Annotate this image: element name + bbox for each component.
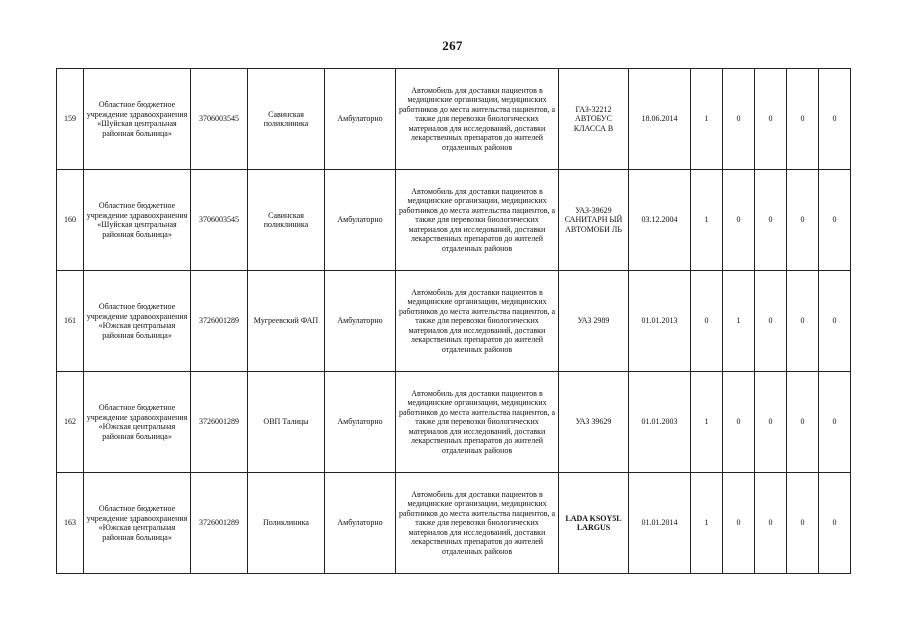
row-number-cell: 161 xyxy=(57,271,84,372)
count-cell-5: 0 xyxy=(819,170,851,271)
purpose-cell: Автомобиль для доставки пациентов в медицинские организации, медицинских работников до места жительства пациентов, а также для перевозки биологических материалов для исследований, доставки лекарственных препаратов до жителей отдаленных районов xyxy=(396,271,559,372)
unit-cell: Савинская поликлиника xyxy=(248,69,325,170)
inn-cell: 3706003545 xyxy=(191,170,248,271)
date-cell: 01.01.2003 xyxy=(629,372,691,473)
count-cell-3: 0 xyxy=(755,69,787,170)
date-cell: 01.01.2014 xyxy=(629,473,691,574)
inn-cell: 3726001289 xyxy=(191,473,248,574)
unit-cell: Мугреевский ФАП xyxy=(248,271,325,372)
count-cell-3: 0 xyxy=(755,473,787,574)
count-cell-5: 0 xyxy=(819,271,851,372)
count-cell-3: 0 xyxy=(755,372,787,473)
organization-cell: Областное бюджетное учреждение здравоохранения «Шуйская центральная районная больница» xyxy=(84,170,191,271)
count-cell-4: 0 xyxy=(787,372,819,473)
vehicle-model-cell: LADA KSOY5L LARGUS xyxy=(559,473,629,574)
vehicle-model-cell: УАЗ 39629 xyxy=(559,372,629,473)
table-row xyxy=(57,170,851,271)
care-type-cell: Амбулаторно xyxy=(325,69,396,170)
table-row xyxy=(57,271,851,372)
count-cell-1: 1 xyxy=(691,473,723,574)
organization-cell: Областное бюджетное учреждение здравоохранения «Южская центральная районная больница» xyxy=(84,473,191,574)
purpose-cell: Автомобиль для доставки пациентов в медицинские организации, медицинских работников до места жительства пациентов, а также для перевозки биологических материалов для исследований, доставки лекарственных препаратов до жителей отдаленных районов xyxy=(396,372,559,473)
count-cell-2: 0 xyxy=(723,372,755,473)
count-cell-2: 0 xyxy=(723,473,755,574)
care-type-cell: Амбулаторно xyxy=(325,372,396,473)
count-cell-4: 0 xyxy=(787,170,819,271)
count-cell-1: 1 xyxy=(691,170,723,271)
organization-cell: Областное бюджетное учреждение здравоохранения «Южская центральная районная больница» xyxy=(84,372,191,473)
row-number-cell: 163 xyxy=(57,473,84,574)
count-cell-4: 0 xyxy=(787,69,819,170)
purpose-cell: Автомобиль для доставки пациентов в медицинские организации, медицинских работников до места жительства пациентов, а также для перевозки биологических материалов для исследований, доставки лекарственных препаратов до жителей отдаленных районов xyxy=(396,69,559,170)
count-cell-3: 0 xyxy=(755,170,787,271)
count-cell-4: 0 xyxy=(787,271,819,372)
table-row xyxy=(57,372,851,473)
row-number-cell: 159 xyxy=(57,69,84,170)
count-cell-2: 0 xyxy=(723,69,755,170)
care-type-cell: Амбулаторно xyxy=(325,473,396,574)
count-cell-2: 0 xyxy=(723,170,755,271)
date-cell: 03.12.2004 xyxy=(629,170,691,271)
count-cell-1: 1 xyxy=(691,372,723,473)
row-number-cell: 162 xyxy=(57,372,84,473)
inn-cell: 3726001289 xyxy=(191,372,248,473)
count-cell-5: 0 xyxy=(819,473,851,574)
organization-cell: Областное бюджетное учреждение здравоохранения «Южская центральная районная больница» xyxy=(84,271,191,372)
care-type-cell: Амбулаторно xyxy=(325,271,396,372)
count-cell-1: 1 xyxy=(691,69,723,170)
date-cell: 18.06.2014 xyxy=(629,69,691,170)
row-number-cell: 160 xyxy=(57,170,84,271)
count-cell-4: 0 xyxy=(787,473,819,574)
inn-cell: 3726001289 xyxy=(191,271,248,372)
unit-cell: ОВП Талицы xyxy=(248,372,325,473)
vehicle-registry-table xyxy=(56,68,851,574)
vehicle-model-cell: ГАЗ-32212 АВТОБУС КЛАССА В xyxy=(559,69,629,170)
count-cell-1: 0 xyxy=(691,271,723,372)
count-cell-3: 0 xyxy=(755,271,787,372)
purpose-cell: Автомобиль для доставки пациентов в медицинские организации, медицинских работников до места жительства пациентов, а также для перевозки биологических материалов для исследований, доставки лекарственных препаратов до жителей отдаленных районов xyxy=(396,473,559,574)
purpose-cell: Автомобиль для доставки пациентов в медицинские организации, медицинских работников до места жительства пациентов, а также для перевозки биологических материалов для исследований, доставки лекарственных препаратов до жителей отдаленных районов xyxy=(396,170,559,271)
organization-cell: Областное бюджетное учреждение здравоохранения «Шуйская центральная районная больница» xyxy=(84,69,191,170)
unit-cell: Савинская поликлиника xyxy=(248,170,325,271)
inn-cell: 3706003545 xyxy=(191,69,248,170)
table-body xyxy=(57,69,851,574)
vehicle-model-cell: УАЗ 2989 xyxy=(559,271,629,372)
date-cell: 01.01.2013 xyxy=(629,271,691,372)
count-cell-5: 0 xyxy=(819,372,851,473)
table-row xyxy=(57,473,851,574)
count-cell-5: 0 xyxy=(819,69,851,170)
unit-cell: Поликлиника xyxy=(248,473,325,574)
vehicle-model-cell: УАЗ-39629 САНИТАРН ЫЙ АВТОМОБИ ЛЬ xyxy=(559,170,629,271)
page-number: 267 xyxy=(442,38,463,53)
care-type-cell: Амбулаторно xyxy=(325,170,396,271)
table-row xyxy=(57,69,851,170)
count-cell-2: 1 xyxy=(723,271,755,372)
